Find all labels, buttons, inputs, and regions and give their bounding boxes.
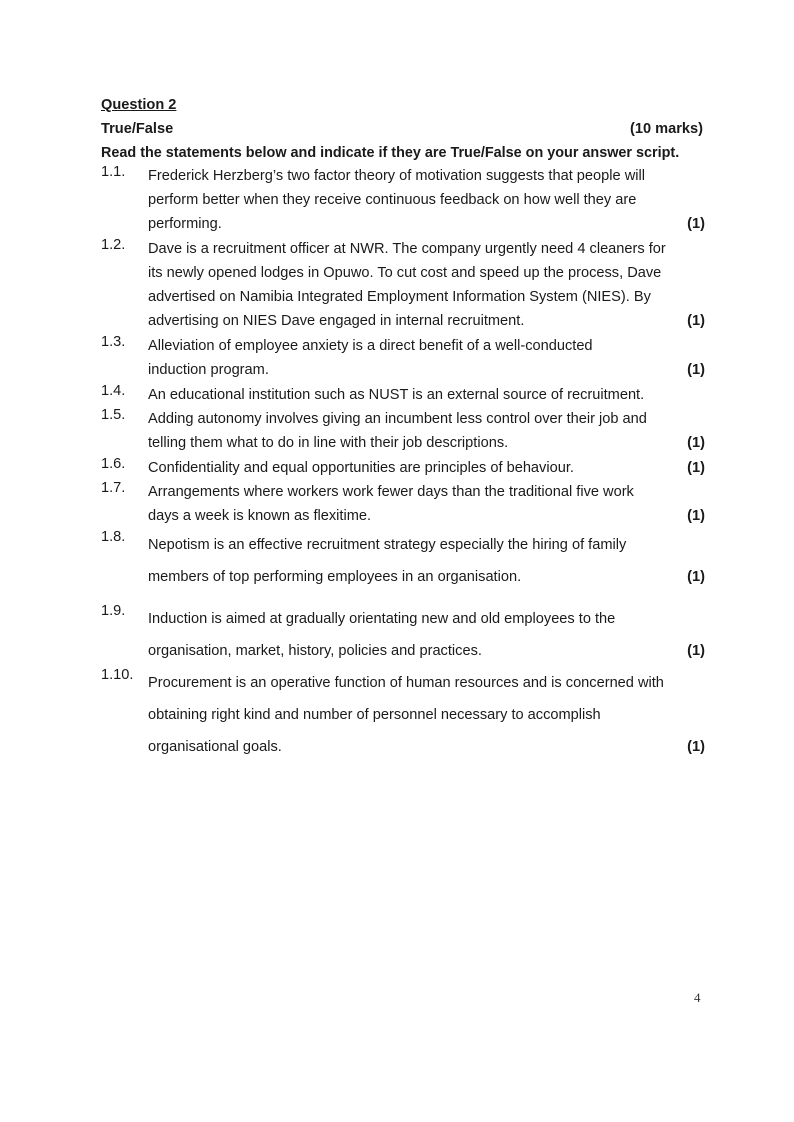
item-text-line: advertised on Namibia Integrated Employment Information System (NIES). By [148,289,651,305]
item-number: 1.4. [101,383,126,399]
item-number: 1.7. [101,480,126,496]
item-number: 1.8. [101,529,126,545]
item-mark: (1) [687,508,705,524]
item-number: 1.5. [101,407,126,423]
item-mark: (1) [687,362,705,378]
item-text-line: Adding autonomy involves giving an incumbent less control over their job and [148,411,647,427]
item-mark: (1) [687,313,705,329]
item-mark: (1) [687,739,705,755]
item-text-line: members of top performing employees in an organisation. (1) [148,561,705,593]
section-label: True/False [101,121,174,137]
question-title: Question 2 [101,97,177,113]
item-text-line: Alleviation of employee anxiety is a direct benefit of a well-conducted [148,338,593,354]
item-text-line: Nepotism is an effective recruitment strategy especially the hiring of family [148,537,627,553]
item-text-line: days a week is known as flexitime. (1) [148,504,705,528]
item-number: 1.1. [101,164,126,180]
item-number: 1.6. [101,456,126,472]
item-text-line: induction program. (1) [148,358,705,382]
instructions: Read the statements below and indicate if they are True/False on your answer script. [101,145,680,161]
item-mark: (1) [687,216,705,232]
total-marks: (10 marks) [629,121,703,137]
item-text-line: Procurement is an operative function of human resources and is concerned with [148,675,664,691]
item-text-line: Dave is a recruitment officer at NWR. The company urgently need 4 cleaners for [148,241,666,257]
section-row [101,117,703,141]
item-text-line: telling them what to do in line with their job descriptions. (1) [148,431,705,455]
item-mark: (1) [687,460,705,476]
item-text-line: organisation, market, history, policies and practices. (1) [148,635,705,667]
item-text-line: obtaining right kind and number of personnel necessary to accomplish [148,707,601,723]
page-number: 4 [694,990,701,1005]
item-text-line: perform better when they receive continuous feedback on how well they are [148,192,637,208]
question-header [101,93,703,165]
item-text-line: Arrangements where workers work fewer days than the traditional five work [148,484,634,500]
item-mark: (1) [687,569,705,585]
item-text-line: organisational goals. (1) [148,731,705,763]
item-number: 1.3. [101,334,126,350]
item-text-line: An educational institution such as NUST is an external source of recruitment. [148,387,645,403]
item-text-line: advertising on NIES Dave engaged in internal recruitment. (1) [148,309,705,333]
item-text-line: its newly opened lodges in Opuwo. To cut cost and speed up the process, Dave [148,265,662,281]
item-mark: (1) [687,435,705,451]
item-text-line: Induction is aimed at gradually orientating new and old employees to the [148,611,616,627]
item-text-line: Confidentiality and equal opportunities are principles of behaviour. (1) [148,456,705,480]
item-text-line: performing. (1) [148,212,705,236]
item-text-line: Frederick Herzberg’s two factor theory of motivation suggests that people will [148,168,645,184]
item-number: 1.10. [101,667,134,683]
item-number: 1.2. [101,237,126,253]
item-mark: (1) [687,643,705,659]
item-number: 1.9. [101,603,126,619]
